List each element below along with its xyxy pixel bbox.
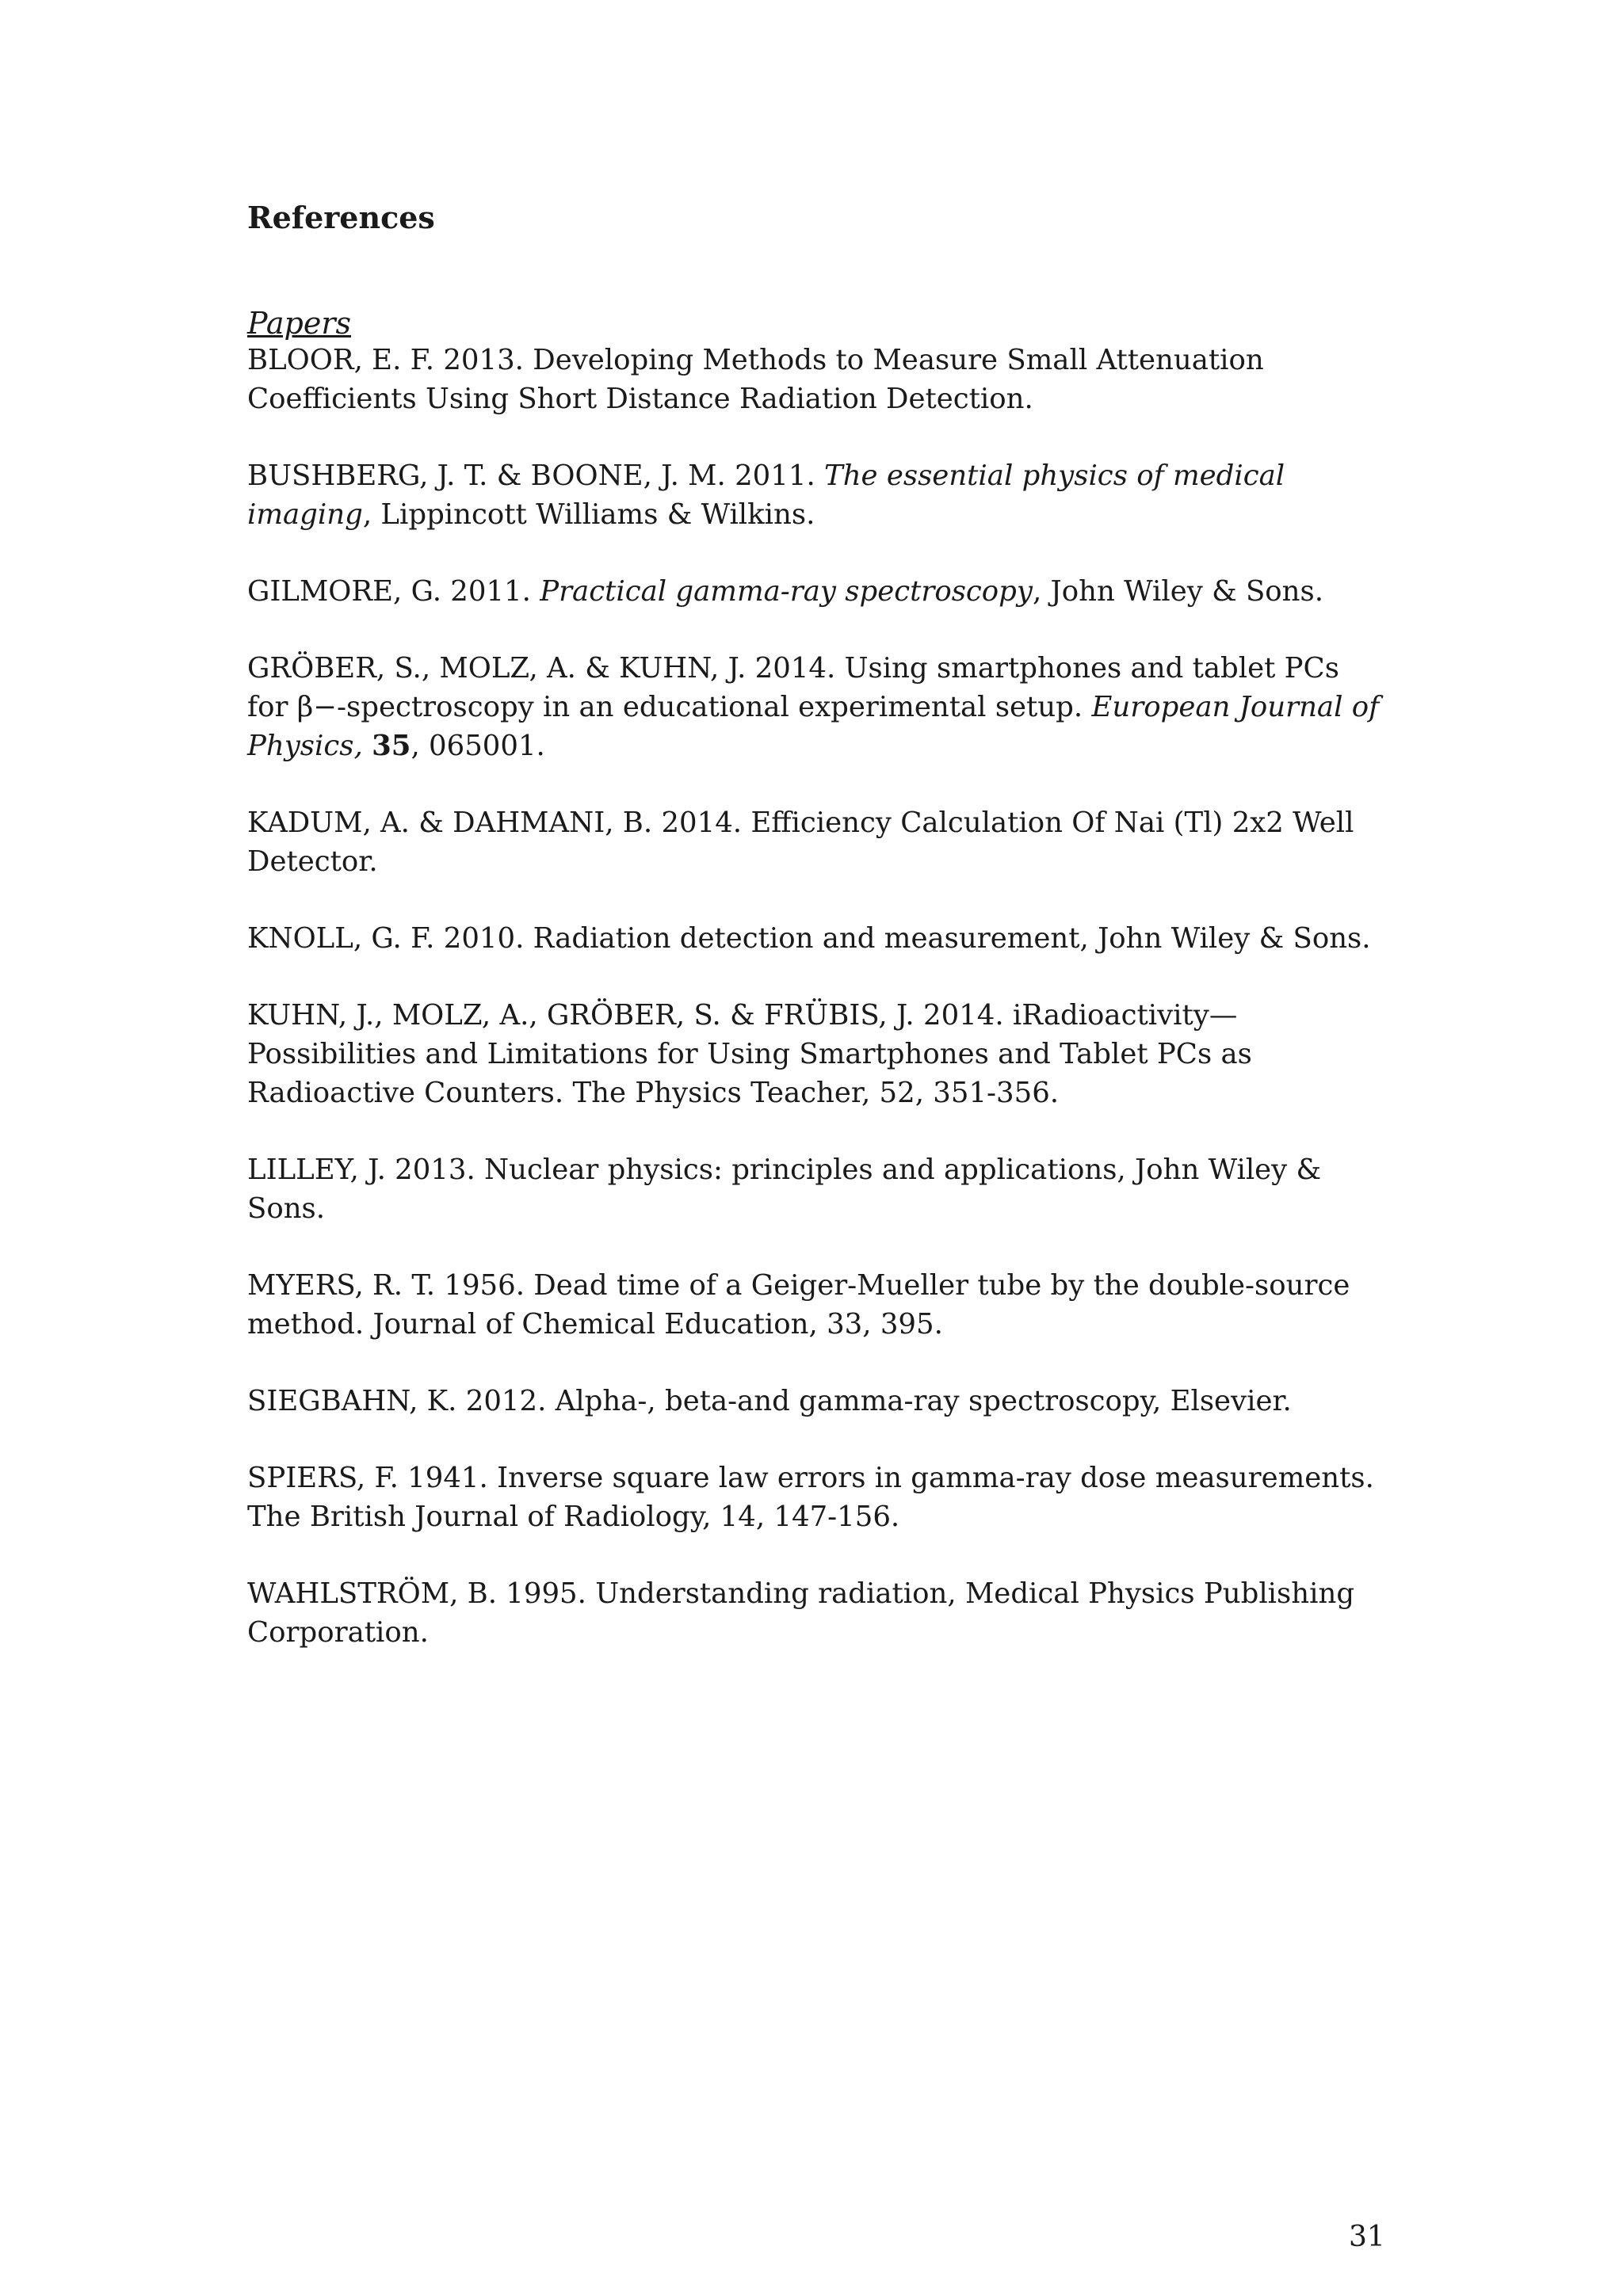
reference-volume: 35 xyxy=(372,730,411,762)
references-heading: References xyxy=(247,200,435,235)
reference-list xyxy=(247,341,1388,1690)
reference-item xyxy=(247,341,1388,418)
reference-text: KNOLL, G. F. 2010. Radiation detection and measurement, John Wiley & Sons. xyxy=(247,922,1371,955)
reference-text: BLOOR, E. F. 2013. Developing Methods to Measure Small Attenuation Coefficients Using Short Distance Radiation Detection. xyxy=(247,344,1264,415)
reference-title-italic: The essential physics of medical imaging xyxy=(247,460,1285,531)
reference-text: SPIERS, F. 1941. Inverse square law errors in gamma-ray dose measurements. The British Journal of Radiology, 14, 147-156. xyxy=(247,1462,1374,1533)
reference-item xyxy=(247,1382,1388,1421)
reference-item xyxy=(247,456,1388,534)
reference-text: KADUM, A. & DAHMANI, B. 2014. Efficiency Calculation Of Nai (Tl) 2x2 Well Detector. xyxy=(247,807,1354,878)
reference-item xyxy=(247,803,1388,881)
reference-text-tail: , 065001. xyxy=(411,730,545,762)
reference-text: KUHN, J., MOLZ, A., GRÖBER, S. & FRÜBIS, J. 2014. iRadioactivity—Possibilities and Limitations for Using Smartphones and Tablet PCs as Radioactive Counters. The Physics Teacher, 52, 351-356. xyxy=(247,999,1252,1109)
reference-text-tail: , Lippincott Williams & Wilkins. xyxy=(362,498,815,531)
reference-text: SIEGBAHN, K. 2012. Alpha-, beta-and gamma-ray spectroscopy, Elsevier. xyxy=(247,1385,1292,1417)
reference-text: WAHLSTRÖM, B. 1995. Understanding radiation, Medical Physics Publishing Corporation. xyxy=(247,1577,1355,1649)
reference-text: GILMORE, G. 2011. xyxy=(247,575,540,608)
reference-title-italic: Practical gamma-ray spectroscopy xyxy=(540,575,1033,608)
reference-item xyxy=(247,572,1388,611)
section-label-papers: Papers xyxy=(247,306,351,341)
reference-item xyxy=(247,1459,1388,1536)
reference-journal-italic: European Journal of Physics, xyxy=(247,691,1380,762)
page-number: 31 xyxy=(1349,2221,1385,2253)
reference-item xyxy=(247,996,1388,1112)
reference-item xyxy=(247,919,1388,958)
reference-item xyxy=(247,1574,1388,1652)
reference-text: GRÖBER, S., MOLZ, A. & KUHN, J. 2014. Using smartphones and tablet PCs for β−-spectroscopy in an educational experimental setup. xyxy=(247,652,1339,723)
reference-item xyxy=(247,1266,1388,1344)
reference-text-tail: , John Wiley & Sons. xyxy=(1032,575,1324,608)
reference-text: LILLEY, J. 2013. Nuclear physics: principles and applications, John Wiley & Sons. xyxy=(247,1154,1322,1225)
reference-item xyxy=(247,649,1388,765)
reference-item xyxy=(247,1150,1388,1228)
reference-text: BUSHBERG, J. T. & BOONE, J. M. 2011. xyxy=(247,460,825,492)
reference-text: MYERS, R. T. 1956. Dead time of a Geiger-Mueller tube by the double-source method. Journal of Chemical Education, 33, 395. xyxy=(247,1269,1350,1341)
